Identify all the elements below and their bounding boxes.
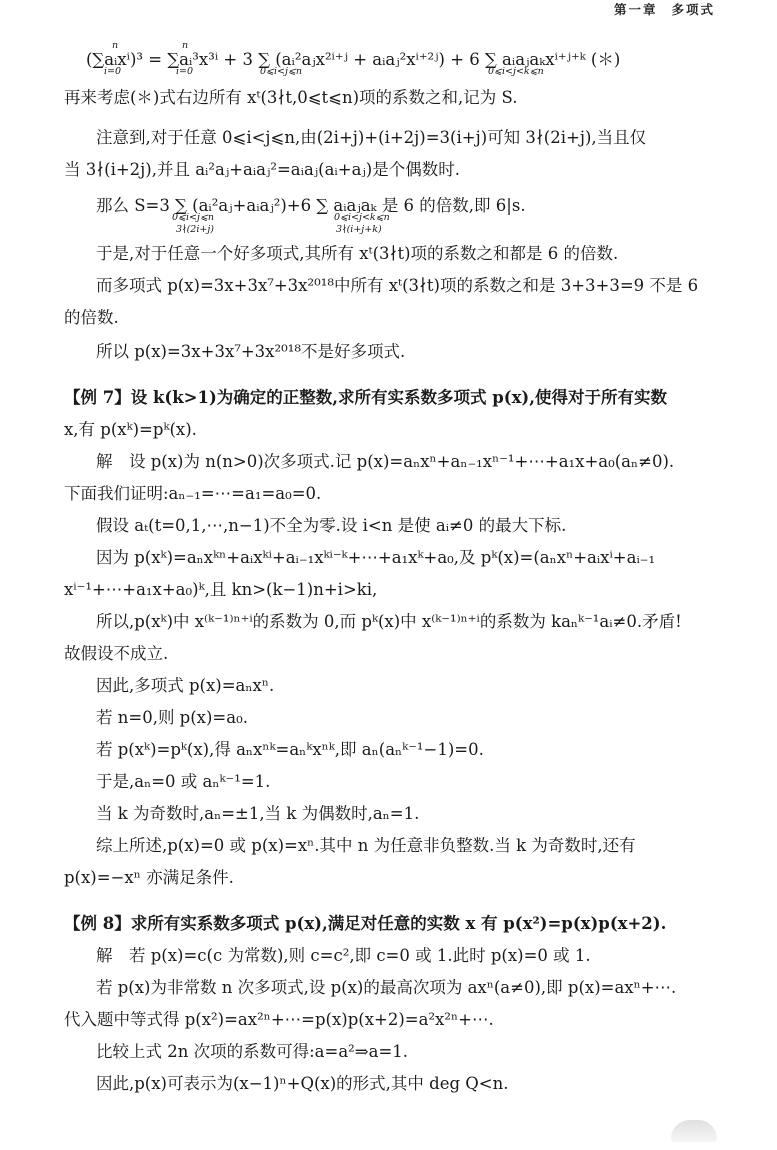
- example-7-heading: 【例 7】设 k(k>1)为确定的正整数,求所有实系数多项式 p(x),使得对于所有实数: [64, 388, 667, 407]
- sum-limit-label: 0⩽i<j⩽n: [260, 66, 303, 77]
- text-line: 那么 S=3 ∑ (aᵢ²aⱼ+aᵢaⱼ²)+6 ∑ aᵢaⱼaₖ 是 6 的倍数,即 6|s.: [96, 196, 526, 215]
- page-header: [600, 0, 715, 18]
- text-line: p(x)=−xⁿ 亦满足条件.: [64, 868, 234, 887]
- text-line: 而多项式 p(x)=3x+3x⁷+3x²⁰¹⁸中所有 xᵗ(3∤t)项的系数之和是 3+3+3=9 不是 6: [96, 276, 699, 295]
- text-line: 下面我们证明:aₙ₋₁=⋯=a₁=a₀=0.: [64, 484, 322, 503]
- text-line: 当 3∤(i+2j),并且 aᵢ²aⱼ+aᵢaⱼ²=aᵢaⱼ(aᵢ+aⱼ)是个偶数时.: [64, 160, 460, 179]
- sum-limit-label: i=0: [104, 66, 122, 77]
- chapter-label: 第一章: [613, 2, 658, 17]
- formula-text: (∑aᵢxⁱ)³ = ∑aᵢ³x³ⁱ + 3 ∑ (aᵢ²aⱼx²ⁱ⁺ʲ + aᵢaⱼ²xⁱ⁺²ʲ) + 6 ∑ aᵢaⱼaₖxⁱ⁺ʲ⁺ᵏ (＊): [86, 50, 621, 69]
- sum-limit-label: 0⩽i<j<k⩽n: [334, 212, 390, 223]
- text-line: 因此,多项式 p(x)=aₙxⁿ.: [96, 676, 275, 695]
- text-line: xⁱ⁻¹+⋯+a₁x+a₀)ᵏ,且 kn>(k−1)n+i>ki,: [64, 580, 378, 599]
- sum-limit-label: 0⩽i<j⩽n: [172, 212, 215, 223]
- sum-limit-label: 3∤(i+j+k): [336, 224, 382, 235]
- text-line: 因此,p(x)可表示为(x−1)ⁿ+Q(x)的形式,其中 deg Q<n.: [96, 1074, 509, 1093]
- text-line: 代入题中等式得 p(x²)=ax²ⁿ+⋯=p(x)p(x+2)=a²x²ⁿ+⋯.: [64, 1010, 494, 1029]
- text-line: 的倍数.: [64, 308, 119, 327]
- text-line: 比较上式 2n 次项的系数可得:a=a²⇒a=1.: [96, 1042, 409, 1061]
- sum-limit-label: n: [112, 40, 119, 51]
- text-line: 注意到,对于任意 0⩽i<j⩽n,由(2i+j)+(i+2j)=3(i+j)可知 3∤(2i+j),当且仅: [96, 128, 647, 147]
- text-line: 于是,aₙ=0 或 aₙᵏ⁻¹=1.: [96, 772, 271, 791]
- sum-limit-label: 3∤(2i+j): [176, 224, 214, 235]
- text-line: 因为 p(xᵏ)=aₙxᵏⁿ+aᵢxᵏⁱ+aᵢ₋₁xᵏⁱ⁻ᵏ+⋯+a₁xᵏ+a₀,及 pᵏ(x)=(aₙxⁿ+aᵢxⁱ+aᵢ₋₁: [96, 548, 656, 567]
- watermark-icon: [671, 1120, 717, 1142]
- text-line: 若 p(x)为非常数 n 次多项式,设 p(x)的最高次项为 axⁿ(a≠0),即 p(x)=axⁿ+⋯.: [96, 978, 677, 997]
- text-line: 当 k 为奇数时,aₙ=±1,当 k 为偶数时,aₙ=1.: [96, 804, 420, 823]
- text-line: 所以 p(x)=3x+3x⁷+3x²⁰¹⁸不是好多项式.: [96, 342, 406, 361]
- sum-limit-label: n: [182, 40, 189, 51]
- text-line: 若 n=0,则 p(x)=a₀.: [96, 708, 248, 727]
- text-line: 综上所述,p(x)=0 或 p(x)=xⁿ.其中 n 为任意非负整数.当 k 为奇数时,还有: [96, 836, 636, 855]
- text-line: 若 p(xᵏ)=pᵏ(x),得 aₙxⁿᵏ=aₙᵏxⁿᵏ,即 aₙ(aₙᵏ⁻¹−1)=0.: [96, 740, 484, 759]
- example-8-heading: 【例 8】求所有实系数多项式 p(x),满足对任意的实数 x 有 p(x²)=p(x)p(x+2).: [64, 914, 667, 933]
- text-line: x,有 p(xᵏ)=pᵏ(x).: [64, 420, 197, 439]
- text-line: 于是,对于任意一个好多项式,其所有 xᵗ(3∤t)项的系数之和都是 6 的倍数.: [96, 244, 619, 263]
- text-line: 解 若 p(x)=c(c 为常数),则 c=c²,即 c=0 或 1.此时 p(x)=0 或 1.: [96, 946, 591, 965]
- sum-limit-label: 0⩽i<j<k⩽n: [488, 66, 544, 77]
- text-line: 解 设 p(x)为 n(n>0)次多项式.记 p(x)=aₙxⁿ+aₙ₋₁xⁿ⁻¹+⋯+a₁x+a₀(aₙ≠0).: [96, 452, 675, 471]
- text-line: 假设 aₜ(t=0,1,⋯,n−1)不全为零.设 i<n 是使 aᵢ≠0 的最大下标.: [96, 516, 567, 535]
- chapter-title: 多项式: [671, 2, 715, 17]
- text-line: 故假设不成立.: [64, 644, 169, 663]
- text-line: 再来考虑(＊)式右边所有 xᵗ(3∤t,0⩽t⩽n)项的系数之和,记为 S.: [64, 88, 518, 107]
- sum-limit-label: i=0: [176, 66, 194, 77]
- text-line: 所以,p(xᵏ)中 x⁽ᵏ⁻¹⁾ⁿ⁺ⁱ的系数为 0,而 pᵏ(x)中 x⁽ᵏ⁻¹⁾ⁿ⁺ⁱ的系数为 kaₙᵏ⁻¹aᵢ≠0.矛盾!: [96, 612, 682, 631]
